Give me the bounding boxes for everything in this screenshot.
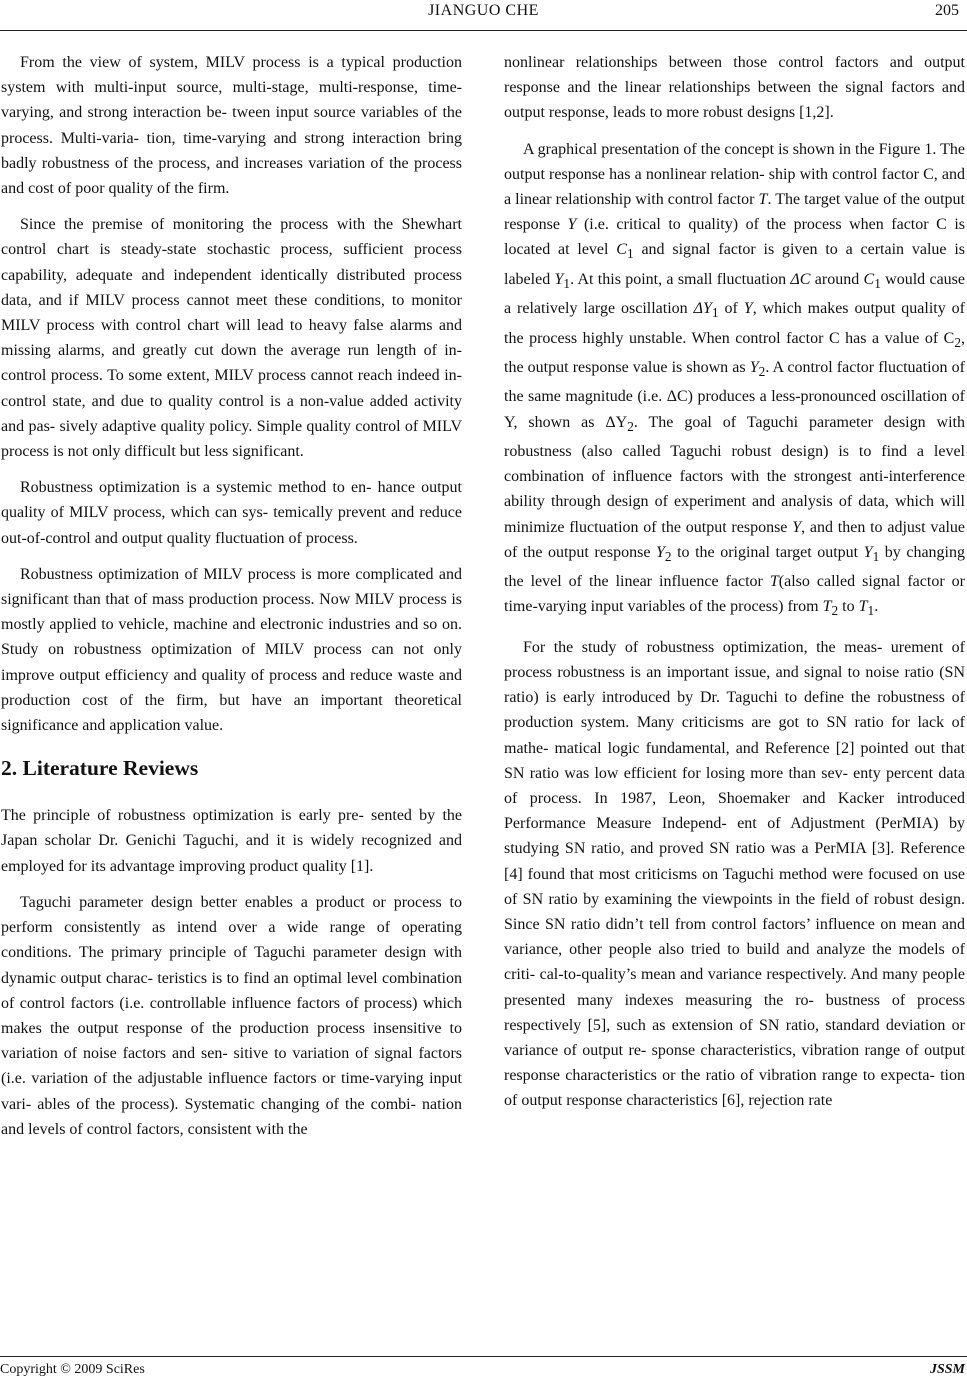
paragraph: Since the premise of monitoring the process with the Shewhart control chart is steady-state stochastic process, sufficient process capability, adequate and independent identically distributed process data, and if MILV process cannot meet these conditions, to monitor MILV process with control chart will lead to heavy false alarms and missing alarms, and greatly cut down the average run length of in-control process. To some extent, MILV process cannot reach indeed in-control state, and due to quality control is a non-value added activity and pas- sively adaptive quality policy. Simple quality control of MILV process is not only difficult but less significant. (1, 216, 462, 461)
subscript: 2 (758, 364, 766, 380)
subscript: 1 (874, 276, 881, 291)
text-run: . (874, 598, 879, 616)
math-symbol: T (858, 598, 868, 616)
paragraph: nonlinear relationships between those control factors and output response and the linear relationships between the signal factors and output response, leads to more robust designs [1,2]. (504, 54, 965, 122)
text-run: C (923, 165, 934, 183)
text-run: . A control factor fluctuation of the same magnitude (i.e. ΔC) produces a less-pronounced oscillation of Y, shown as ΔY (504, 358, 965, 431)
page-header (0, 0, 967, 31)
text-run: to (838, 598, 859, 616)
text-run: around (810, 270, 864, 288)
math-symbol: C (863, 270, 875, 288)
text-run: C (936, 216, 947, 234)
paragraph: From the view of system, MILV process is a typical production system with multi-input source, multi-stage, multi-response, time-varying, and strong interaction be- tween input source variables of the process. Multi-varia- tion, time-varying and strong interaction bring badly robustness of the process, and increases variation of the process and cost of poor quality of the firm. (1, 54, 462, 198)
paragraph: Robustness optimization is a systemic method to en- hance output quality of MILV process, which can sys- temically prevent and reduce out-of-control and output quality fluctuation of process. (1, 479, 462, 547)
text-run: of (718, 300, 744, 318)
subscript: 1 (711, 305, 719, 321)
math-symbol: Y (655, 543, 665, 561)
copyright-notice: Copyright © 2009 SciRes (0, 1362, 145, 1377)
subscript: 1 (626, 246, 634, 262)
text-run: , and a linear relationship with control factor (504, 165, 965, 209)
text-run: and signal factor is given to a certain value is labeled (504, 241, 965, 288)
text-run: has a value of C (839, 329, 955, 347)
running-title: JIANGUO CHE (428, 2, 539, 19)
text-run: is located at level (504, 216, 966, 259)
math-symbol: Y (863, 543, 873, 561)
math-symbol: Y (792, 518, 802, 536)
subscript: 2 (627, 418, 634, 434)
math-symbol: Y (554, 270, 564, 288)
math-symbol: C (616, 241, 627, 259)
right-column (504, 50, 965, 1125)
math-symbol: T (758, 191, 768, 209)
text-run: would cause a relatively large oscillation (504, 270, 965, 318)
paragraph-figure-explanation (504, 137, 965, 624)
text-run: (i.e. critical to quality) of the process when factor (576, 216, 937, 234)
text-run: C (828, 329, 840, 347)
text-run: A graphical presentation of the concept is shown in the Figure 1. The output response has a nonlinear relation- ship with control factor (504, 140, 965, 183)
text-run: . The target value of the output response (504, 191, 965, 234)
subscript: 2 (664, 548, 672, 564)
math-symbol: T (769, 573, 779, 591)
subscript: 1 (872, 548, 880, 564)
left-column (1, 50, 462, 1153)
text-run: . At this point, a small fluctuation (570, 270, 791, 288)
text-run: to the original target output (671, 543, 864, 561)
text-run: , the output response value is shown as (504, 329, 966, 376)
math-symbol: Y (749, 358, 759, 376)
math-symbol: ΔY (693, 300, 712, 318)
math-symbol: ΔC (790, 270, 811, 288)
paragraph: Robustness optimization of MILV process is more complicated and significant than that of mass production process. Now MILV process is mostly applied to vehicle, machine and electronic industries and so on. Study on robustness optimization of MILV process can not only improve output efficiency and quality of process and reduce waste and production cost of the firm, but have an important theoretical significance and application value. (1, 565, 462, 735)
subscript: 1 (867, 603, 875, 619)
page-number: 205 (935, 2, 959, 19)
paragraph: For the study of robustness optimization, the meas- urement of process robustness is an important issue, and signal to noise ratio (SN ratio) is early introduced by Dr. Taguchi to define the robustness of production system. Many criticisms are got to SN ratio for lack of mathe- matical logic fundamental, and Reference [2] pointed out that SN ratio was low efficient for losing more than sev- enty percent data of process. In 1987, Leon, Shoemaker and Kacker introduced Performance Measure Independ- ent of Adjustment (PerMIA) by studying SN ratio, and proved SN ratio was a PerMIA [3]. Reference [4] found that most criticisms on Taguchi method were focused on use of SN ratio by examining the viewpoints in the field of robust design. Since SN ratio didn’t tell from control factors’ influence on mean and variance, other people also tried to build and analyze the models of criti- cal-to-quality’s mean and variance respectively. And many people presented many indexes measuring the ro- bustness of process respectively [5], such as extension of SN ratio, standard deviation or variance of output re- sponse characteristics, vibration range of output response characteristics or the ratio of vibration range to expecta- tion of output response characteristics [6], rejection rate (504, 638, 965, 1110)
subscript: 1 (563, 276, 571, 291)
text-run: , which makes output quality of the process highly unstable. When control factor (504, 300, 966, 347)
text-run: (also called signal factor or time-varying input variables of the process) from (504, 573, 965, 616)
paragraph: The principle of robustness optimization is early pre- sented by the Japan scholar Dr. Genichi Taguchi, and it is widely recognized and employed for its advantage improving product quality [1]. (1, 807, 462, 875)
math-symbol: Y (567, 216, 577, 234)
paragraph: Taguchi parameter design better enables a product or process to perform consistently as intend over a wide range of operating conditions. The primary principle of Taguchi parameter design with dynamic output charac- teristics is to find an optimal level combination of control factors (i.e. controllable influence factors of process) which makes the output response of the production process insensitive to variation of noise factors and sen- sitive to variation of signal factors (i.e. variation of the adjustable influence factors or time-varying input vari- ables of the process). Systematic changing of the combi- nation and levels of control factors, consistent with the (1, 893, 462, 1138)
section-heading: 2. Literature Reviews (1, 756, 199, 781)
text-run: , and then to adjust value of the output response (504, 518, 965, 561)
subscript: 2 (831, 603, 839, 619)
text-run: . The goal of Taguchi parameter design with robustness (also called Taguchi robust design) is to find a level combination of influence factors with the strongest anti-interference ability through design of experiment and analysis of data, which will minimize fluctuation of the output response (504, 413, 965, 536)
journal-abbreviation: JSSM (929, 1362, 965, 1377)
math-symbol: T (822, 598, 832, 616)
text-run: by changing the level of the linear influence factor (504, 543, 965, 591)
subscript: 2 (954, 334, 962, 350)
math-symbol: Y (743, 300, 753, 318)
page-footer (0, 1356, 967, 1385)
